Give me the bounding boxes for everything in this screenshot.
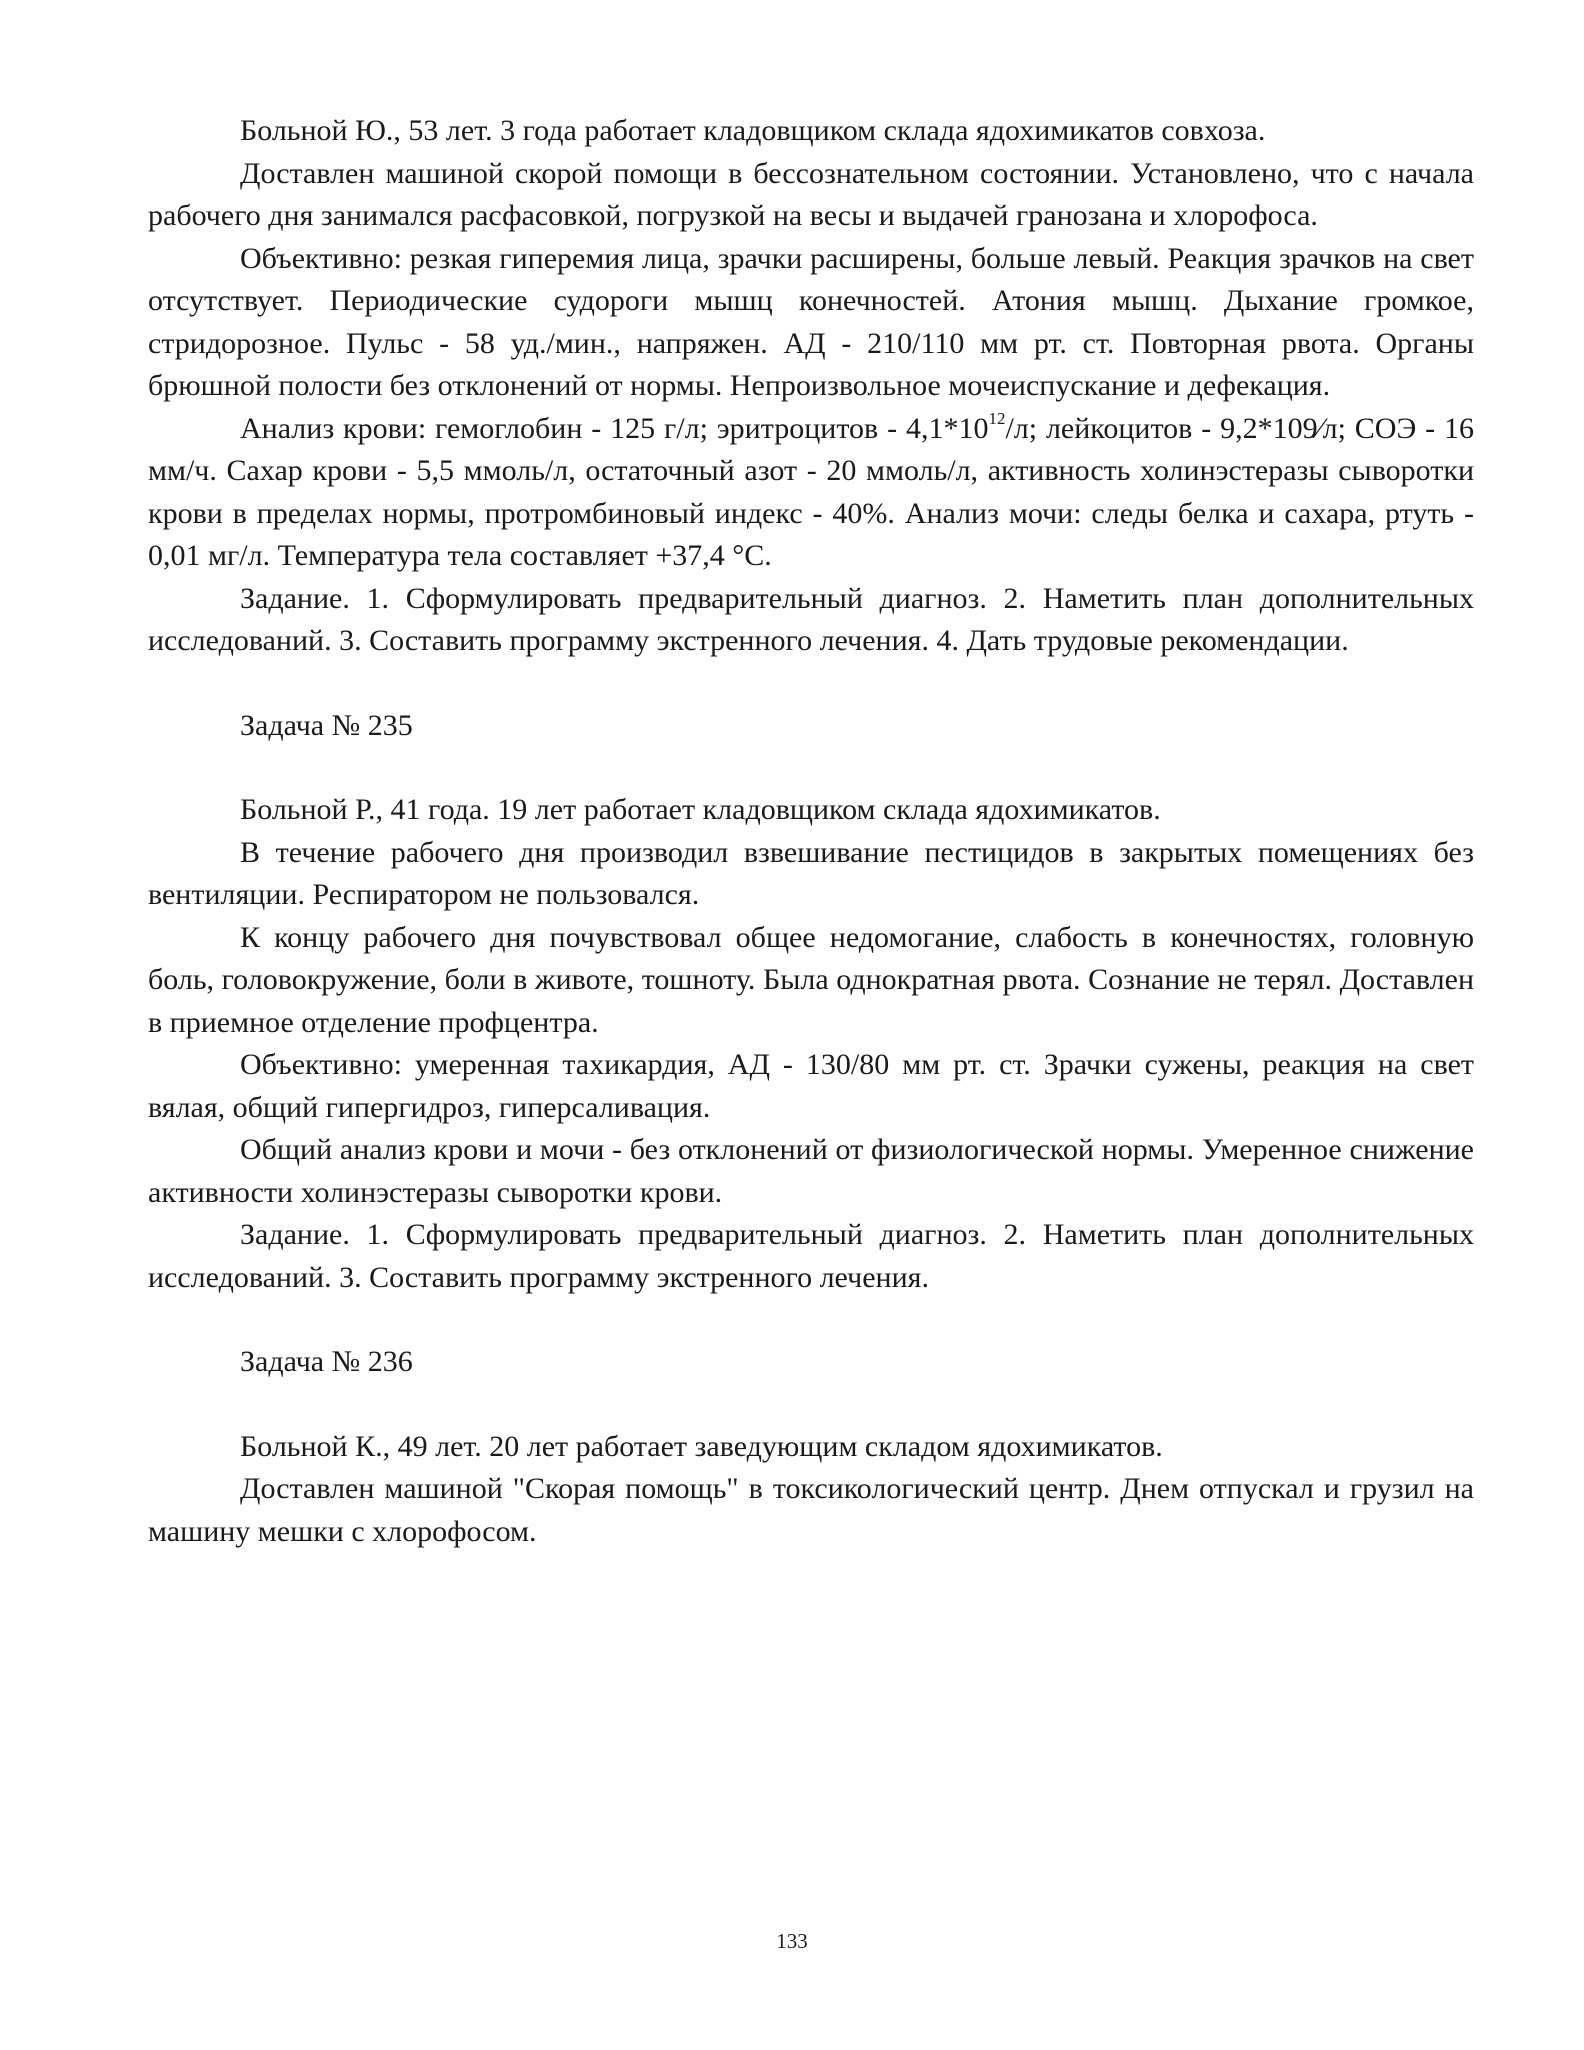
case-intro-paragraph-4 — [148, 408, 1474, 578]
section-spacer — [148, 663, 1474, 705]
document-page — [148, 110, 1474, 1553]
task-235-task-paragraph: Задание. 1. Сформулировать предварительный диагноз. 2. Наметить план дополнительных исследований. 3. Составить программу экстренного лечения. — [148, 1218, 1474, 1294]
task-235-heading: Задача № 235 — [240, 708, 413, 742]
case-intro-paragraph-2: Доставлен машиной скорой помощи в бессознательном состоянии. Установлено, что с начала рабочего дня занимался расфасовкой, погрузкой на весы и выдачей гранозана и хлорофоса. — [148, 156, 1474, 232]
task-235-paragraph-5: Общий анализ крови и мочи - без отклонений от физиологической нормы. Умеренное снижение активности холинэстеразы сыворотки крови. — [148, 1133, 1474, 1209]
case-intro-task-paragraph: Задание. 1. Сформулировать предварительный диагноз. 2. Наметить план дополнительных исследований. 3. Составить программу экстренного лечения. 4. Дать трудовые рекомендации. — [148, 581, 1474, 657]
blood-analysis-text-end: /л; лейкоцитов - 9,2*109⁄л; СОЭ - 16 мм/ч. Сахар крови - 5,5 ммоль/л, остаточный азот - 20 ммоль/л, активность холинэстеразы сыворотки крови в пределах нормы, протромбиновый индекс - 40%. Анализ мочи: следы белка и сахара, ртуть - 0,01 мг/л. Температура тела составляет +37,4 °С. — [148, 411, 1474, 572]
section-spacer — [148, 1299, 1474, 1341]
case-intro-paragraph-1: Больной Ю., 53 лет. 3 года работает кладовщиком склада ядохимикатов совхоза. — [240, 114, 1266, 147]
case-intro-paragraph-3: Объективно: резкая гиперемия лица, зрачки расширены, больше левый. Реакция зрачков на свет отсутствует. Периодические судороги мышц конечностей. Атония мышц. Дыхание громкое, стридорозное. Пульс - 58 уд./мин., напряжен. АД - 210/110 мм рт. ст. Повторная рвота. Органы брюшной полости без отклонений от нормы. Непроизвольное мочеиспускание и дефекация. — [148, 241, 1474, 402]
page-number: 133 — [776, 1929, 808, 1953]
task-235-paragraph-3: К концу рабочего дня почувствовал общее недомогание, слабость в конечностях, головную боль, головокружение, боли в животе, тошноту. Была однократная рвота. Сознание не терял. Доставлен в приемное отделение профцентра. — [148, 920, 1474, 1039]
task-236-paragraph-2: Доставлен машиной "Скорая помощь" в токсикологический центр. Днем отпускал и грузил на машину мешки с хлорофосом. — [148, 1472, 1474, 1548]
task-235-paragraph-1: Больной Р., 41 года. 19 лет работает кладовщиком склада ядохимикатов. — [240, 793, 1161, 826]
section-spacer — [148, 1384, 1474, 1426]
section-spacer — [148, 747, 1474, 789]
task-236-heading: Задача № 236 — [240, 1345, 413, 1378]
task-235-paragraph-2: В течение рабочего дня производил взвешивание пестицидов в закрытых помещениях без вентиляции. Респиратором не пользовался. — [148, 835, 1474, 911]
task-235-paragraph-4: Объективно: умеренная тахикардия, АД - 130/80 мм рт. ст. Зрачки сужены, реакция на свет вялая, общий гипергидроз, гиперсаливация. — [148, 1048, 1474, 1124]
exponent-superscript: 12 — [988, 408, 1006, 428]
blood-analysis-text-start: Анализ крови: гемоглобин - 125 г/л; эритроцитов - 4,1*10 — [240, 411, 989, 445]
task-236-paragraph-1: Больной К., 49 лет. 20 лет работает заведующим складом ядохимикатов. — [240, 1429, 1163, 1463]
